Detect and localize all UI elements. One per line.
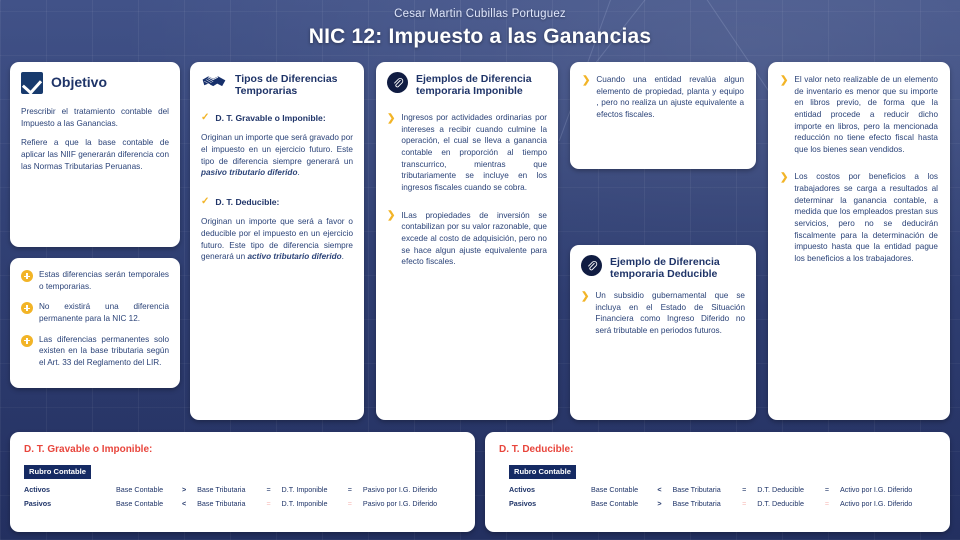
ejemplo-text: El valor neto realizable de un elemento de inventario es menor que su importe en libros previo, de forma que la entidad procede a reducir dicho importe en libros, pero la mencionada reducción no tiene efecto fiscal hasta que los bienes sean vendidos. [794,75,938,154]
card-objetivo-head [21,72,169,94]
cell-operator: > [182,484,187,494]
cell-term-3: D.T. Deducible [757,498,804,508]
nota-text: Estas diferencias serán temporales o temporarias. [39,270,169,291]
cell-rubro: Pasivos [509,498,537,508]
cell-term-1: Base Contable [116,498,164,508]
card-ejemplos-imponible [376,62,558,420]
tipos-sub-1-text [201,132,353,179]
card-ejemplo-deducible [570,245,756,420]
cell-equals-2: = [824,498,830,508]
card-notas [10,258,180,388]
list-item [780,74,938,155]
cell-operator: < [657,484,662,494]
tipos-sub-2-text-emphasis: activo tributario diferido [247,252,342,262]
nota-text: No existirá una diferencia permanente para la NIC 12. [39,302,169,323]
cell-equals-2: = [347,498,352,508]
cell-term-1: Base Contable [591,484,639,494]
list-item [21,269,169,292]
cell-term-1: Base Contable [116,484,164,494]
card-ejemplo-revaluacion [570,62,756,169]
tipos-sub-1-heading: D. T. Gravable o Imponible: [215,113,326,124]
tipos-sub-1 [201,113,353,123]
cell-term-4: Pasivo por I.G. Diferido [362,484,438,494]
card-tipos-head [201,72,353,97]
cell-equals-1: = [266,484,271,494]
table-row [24,482,461,496]
chevron-right-icon: ❯ [387,210,396,222]
chevron-right-icon: ❯ [780,171,789,183]
cell-term-3: D.T. Imponible [281,498,328,508]
ejemplo-text: Cuando una entidad revalúa algun elemento de propiedad, planta y equipo , pero no realiza un ajuste equivalente a efectos fiscales. [596,75,744,119]
cell-term-4: Activo por I.G. Diferido [839,498,913,508]
chevron-right-icon: ❯ [582,74,591,86]
paperclip-icon [581,255,602,276]
tipos-sub-1-text-emphasis: pasivo tributario diferido [201,168,298,178]
card-ejemplos-imponible-title: Ejemplos de Diferencia temporaria Imponible [416,73,532,98]
ejemplo-text: Un subsidio gubernamental que se incluya en el Estado de Situación Financiera como Ingreso Diferido no será tributable en periodos futuros. [595,291,745,336]
cell-rubro: Pasivos [24,498,52,508]
cell-rubro: Activos [509,484,535,494]
chevron-right-icon: ❯ [780,74,789,86]
cell-term-4: Activo por I.G. Diferido [839,484,913,494]
slide-header [0,0,960,58]
ejemplo-text: ILas propiedades de inversión se contabilizan por su valor razonable, que excede al costo de adquisición, pero no se hace algun ajuste equivalente para efecto fiscales. [401,210,547,267]
tipos-sub-2 [201,197,353,207]
table-row [499,496,936,510]
plus-circle-icon [21,270,33,282]
table-right [499,482,936,510]
check-square-icon [21,72,43,94]
nota-text: Las diferencias permanentes solo existen en la base tributaria según el Art. 33 del Reglamento del LIR. [39,334,169,367]
cell-term-2: Base Tributaria [672,484,721,494]
cell-term-2: Base Tributaria [672,498,721,508]
cell-term-2: Base Tributaria [197,498,246,508]
chevron-right-icon: ❯ [387,112,396,124]
table-right-title: D. T. Deducible: [499,444,574,455]
ejemplo-text: Ingresos por actividades ordinarias por intereses a recibir cuando culmine la operación, el cual se lleva a ganancia contable en proporción al tiempo transcurrico, mientras que tributariamente se incluye en los ingresos fiscales cuando se cobra. [401,113,547,192]
cell-equals-2: = [347,484,352,494]
cell-term-1: Base Contable [591,498,639,508]
card-objetivo [10,62,180,247]
card-ejemplos-imponible-head [387,72,547,97]
table-left [24,482,461,510]
cell-term-2: Base Tributaria [197,484,246,494]
list-item [581,290,745,337]
check-icon: ✓ [201,196,210,207]
card-ejemplos-inventario [768,62,950,420]
list-item [21,334,169,369]
card-ejemplo-deducible-title: Ejemplo de Diferencia temporaria Deducible [610,256,720,281]
author-name: Cesar Martin Cubillas Portuguez [394,8,566,20]
objetivo-paragraph-2: Refiere a que la base contable de aplicar las NIIF generarán diferencia con las Normas Tributarias Peruanas. [21,138,169,171]
table-row [24,496,461,510]
cell-term-4: Pasivo por I.G. Diferido [362,498,438,508]
handshake-icon [201,72,227,92]
tipos-sub-1-text-tail: . [297,168,300,178]
plus-circle-icon [21,335,33,347]
cell-operator: < [182,498,187,508]
plus-circle-icon [21,302,33,314]
cell-equals-1: = [742,498,747,508]
cell-rubro: Activos [24,484,50,494]
tipos-sub-2-text [201,216,353,263]
tipos-sub-1-text-plain: Originan un importe que será gravado por el impuesto en un ejercicio futuro. Este tipo de diferencia siempre generará un [201,133,354,166]
list-item [582,74,744,121]
table-row [499,482,936,496]
card-ejemplo-deducible-head [581,255,745,280]
page-title: NIC 12: Impuesto a las Ganancias [308,25,652,48]
tipos-sub-2-text-plain: Originan un importe que será a favor o deducible por el impuesto en un ejercicio futuro. Este tipo de diferencia siempre generará un [201,217,353,262]
table-right-chip: Rubro Contable [509,465,576,479]
tipos-sub-2-text-tail: . [341,252,344,262]
tipos-sub-2-heading: D. T. Deducible: [215,197,280,207]
list-item [387,210,547,268]
cell-equals-1: = [266,498,271,508]
check-icon: ✓ [201,112,210,124]
cell-equals-1: = [742,484,747,494]
cell-equals-2: = [824,484,830,494]
list-item [387,112,547,193]
table-left-title: D. T. Gravable o Imponible: [24,444,153,455]
list-item [21,301,169,324]
chevron-right-icon: ❯ [581,290,590,302]
paperclip-icon [387,72,408,93]
ejemplo-text: Los costos por beneficios a los trabajadores se carga a resultados al determinar la ganancia contable, a medida que los empleados prestan sus servicios, pero no se deducirán fiscalmente para la determinación de impuesto hasta que la entidad pague los beneficios a los trabajadores. [794,172,938,263]
cell-term-3: D.T. Deducible [757,484,804,494]
objetivo-paragraph-1: Prescribir el tratamiento contable del Impuesto a las Ganancias. [21,107,169,128]
card-objetivo-title: Objetivo [51,74,108,90]
cell-term-3: D.T. Imponible [281,484,328,494]
card-tipos-title: Tipos de Diferencias Temporarias [235,73,338,98]
list-item [780,171,938,264]
table-left-chip: Rubro Contable [24,465,91,479]
table-card-gravable [10,432,475,532]
card-tipos [190,62,364,420]
cell-operator: > [657,498,662,508]
table-card-deducible [485,432,950,532]
